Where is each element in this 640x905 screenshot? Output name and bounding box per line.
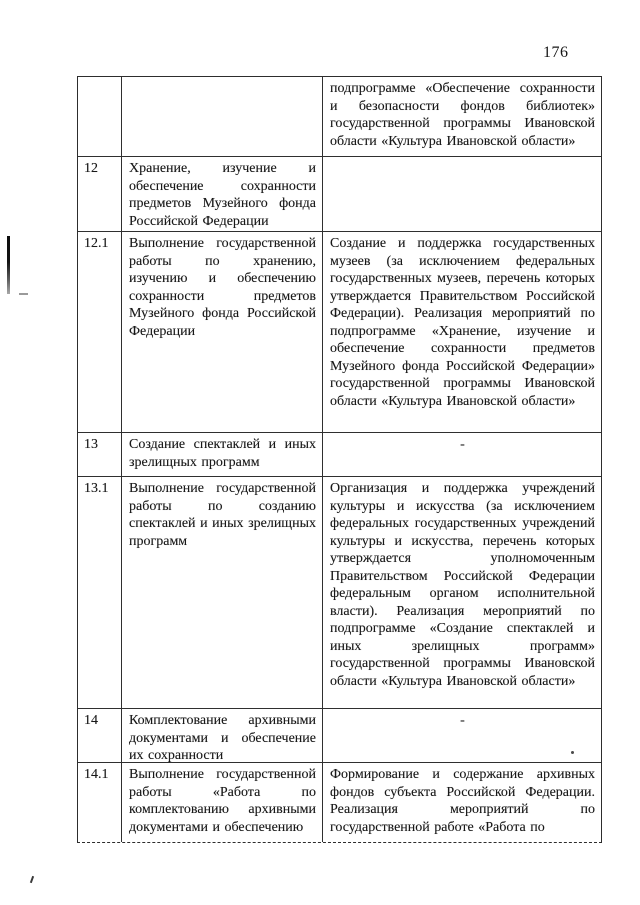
- page-number: 176: [543, 44, 569, 61]
- work-detail-cell: [323, 232, 601, 432]
- work-detail: Организация и поддержка учреждений культуры и искусства (за исключением федеральных государственных учреждений культуры и искусства, перечень которых утверждается уполномоченным Правительством Российской Федерации федеральным органом исполнительной власти). Реализация мероприятий по подпрограмме «Создание спектаклей и иных зрелищных программ» государственной программы Ивановской области «Культура Ивановской области»: [330, 481, 595, 689]
- work-name: Выполнение государственной работы по созданию спектаклей и иных зрелищных программ: [129, 481, 316, 549]
- scan-artifact-tick: [30, 876, 34, 883]
- row-number: 14: [84, 713, 98, 728]
- work-detail-cell: [323, 763, 601, 842]
- row-number: 14.1: [84, 767, 109, 782]
- state-works-table: [77, 76, 602, 843]
- row-number: 13.1: [84, 481, 109, 496]
- row-number: 13: [84, 437, 98, 452]
- row-number-cell: [78, 232, 122, 432]
- work-name: Создание спектаклей и иных зрелищных программ: [129, 437, 316, 470]
- table-row-12: [78, 156, 601, 231]
- work-detail-cell: [323, 433, 601, 476]
- work-detail: подпрограмме «Обеспечение сохранности и безопасности фондов библиотек» государственной программы Ивановской области «Культура Ивановской области»: [330, 81, 595, 149]
- work-detail-cell: [323, 477, 601, 708]
- work-name: Выполнение государственной работы по хранению, изучению и обеспечению сохранности предметов Музейного фонда Российской Федерации: [129, 236, 316, 339]
- work-name: Комплектование архивными документами и обеспечение их сохранности: [129, 713, 316, 762]
- table-row-continuation: [78, 77, 601, 156]
- work-detail-cell: [323, 157, 601, 231]
- row-number-cell: [78, 477, 122, 708]
- row-number-cell: [78, 77, 122, 156]
- row-number-cell: [78, 157, 122, 231]
- table-row-13-1: [78, 476, 601, 708]
- work-name-cell: [122, 232, 323, 432]
- work-detail: Формирование и содержание архивных фондов субъекта Российской Федерации. Реализация мероприятий по государственной работе «Работа по: [330, 767, 595, 835]
- work-name-cell: [122, 77, 323, 156]
- work-name-cell: [122, 477, 323, 708]
- scan-artifact-dash: [19, 293, 28, 295]
- row-number: 12: [84, 161, 98, 176]
- work-detail: Создание и поддержка государственных музеев (за исключением федеральных государственных музеев, перечень которых утверждается Правительством Российской Федерации). Реализация мероприятий по подпрограмме «Хранение, изучение и обеспечение сохранности предметов Музейного фонда Российской Федерации» государственной программы Ивановской области «Культура Ивановской области»: [330, 236, 595, 409]
- work-detail-dash: -: [460, 713, 465, 728]
- scan-artifact-dot: [571, 751, 574, 754]
- work-name-cell: [122, 709, 323, 762]
- table-row-14: [78, 708, 601, 762]
- table-row-13: [78, 432, 601, 476]
- work-detail-cell: [323, 709, 601, 762]
- row-number-cell: [78, 709, 122, 762]
- work-name: Хранение, изучение и обеспечение сохранности предметов Музейного фонда Российской Федерации: [129, 161, 316, 229]
- table-row-12-1: [78, 231, 601, 432]
- row-number: 12.1: [84, 236, 109, 251]
- work-name-cell: [122, 157, 323, 231]
- work-detail-cell: [323, 77, 601, 156]
- work-name-cell: [122, 433, 323, 476]
- work-name-cell: [122, 763, 323, 842]
- table-row-14-1: [78, 762, 601, 842]
- work-detail-dash: -: [460, 437, 465, 452]
- row-number-cell: [78, 763, 122, 842]
- row-number-cell: [78, 433, 122, 476]
- work-name: Выполнение государственной работы «Работа по комплектованию архивными документами и обеспечению: [129, 767, 316, 835]
- scan-artifact-line: [7, 236, 10, 294]
